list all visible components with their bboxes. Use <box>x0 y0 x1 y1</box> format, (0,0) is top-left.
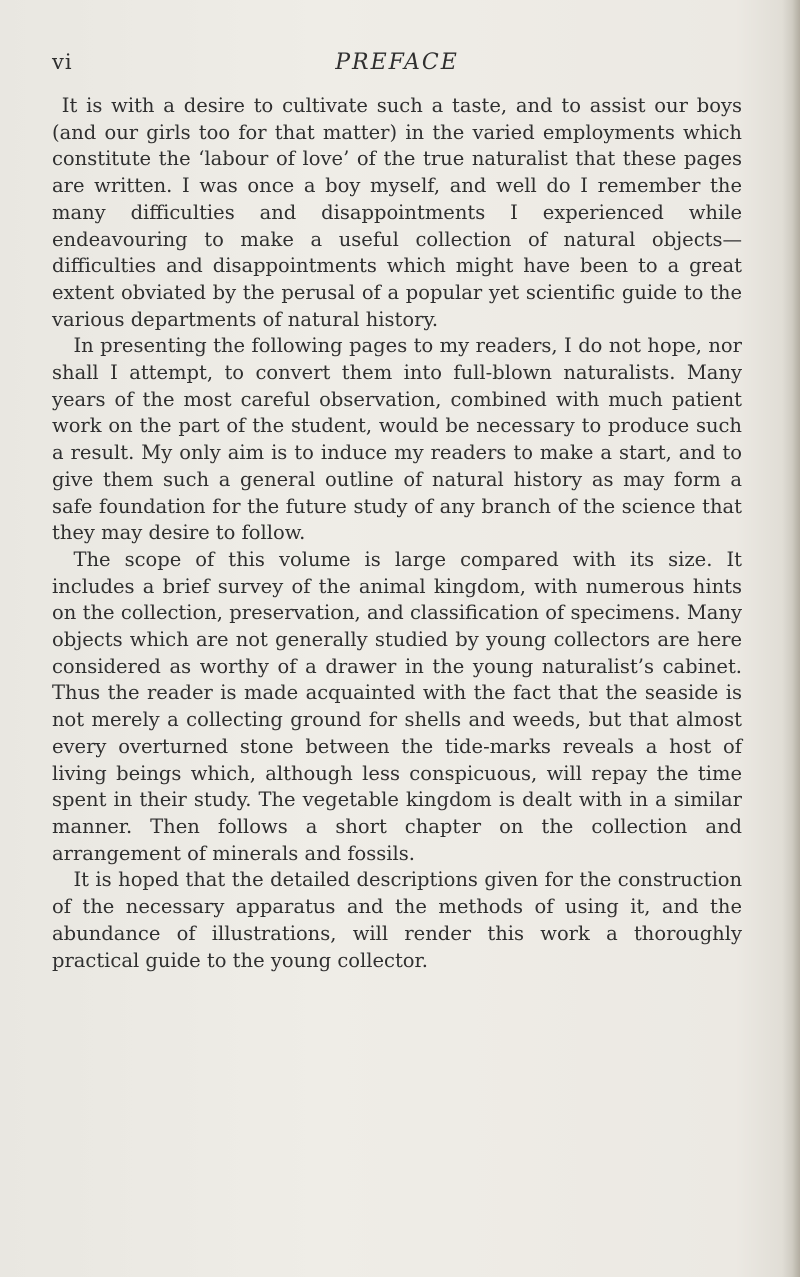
running-head: PREFACE <box>335 50 459 75</box>
paragraph-2: In presenting the following pages to my readers, I do not hope, nor shall I attempt, to convert them into full-blown naturalists. Many years of the most careful observation, combined with much patient work on the part of the student, would be necessary to produce such a result. My only aim is to induce my readers to make a start, and to give them such a general outline of natural history as may form a safe foundation for the future study of any branch of the science that they may desire to follow. <box>52 334 742 545</box>
page-number: vi <box>52 50 73 74</box>
paragraph-3: The scope of this volume is large compared with its size. It includes a brief survey of the animal kingdom, with numerous hints on the collection, preservation, and classification of specimens. Many objects which are not generally studied by young collectors are here considered as worthy of a drawer in the young naturalist’s cabinet. Thus the reader is made acquainted with the fact that the seaside is not merely a collecting ground for shells and weeds, but that almost every overturned stone between the tide-marks reveals a host of living beings which, although less conspicuous, will repay the time spent in their study. The vegetable kingdom is dealt with in a similar manner. Then follows a short chapter on the collection and arrangement of minerals and fossils. <box>52 547 742 865</box>
paragraph-4: It is hoped that the detailed descriptions given for the construction of the necessary apparatus and the methods of using it, and the abundance of illustrations, will render this work a thoroughly practical guide to the young collector. <box>52 868 742 972</box>
body-text <box>52 93 742 974</box>
page-edge-shadow <box>782 0 800 1277</box>
page-header <box>52 50 742 80</box>
paragraph-1: It is with a desire to cultivate such a taste, and to assist our boys (and our girls too for that matter) in the varied employments which constitute the ‘labour of love’ of the true naturalist that these pages are written. I was once a boy myself, and well do I remember the many difficulties and disappointments I experienced while endeavouring to make a useful collection of natural objects—difficulties and disappointments which might have been to a great extent obviated by the perusal of a popular yet scientific guide to the various departments of natural history. <box>52 94 742 331</box>
